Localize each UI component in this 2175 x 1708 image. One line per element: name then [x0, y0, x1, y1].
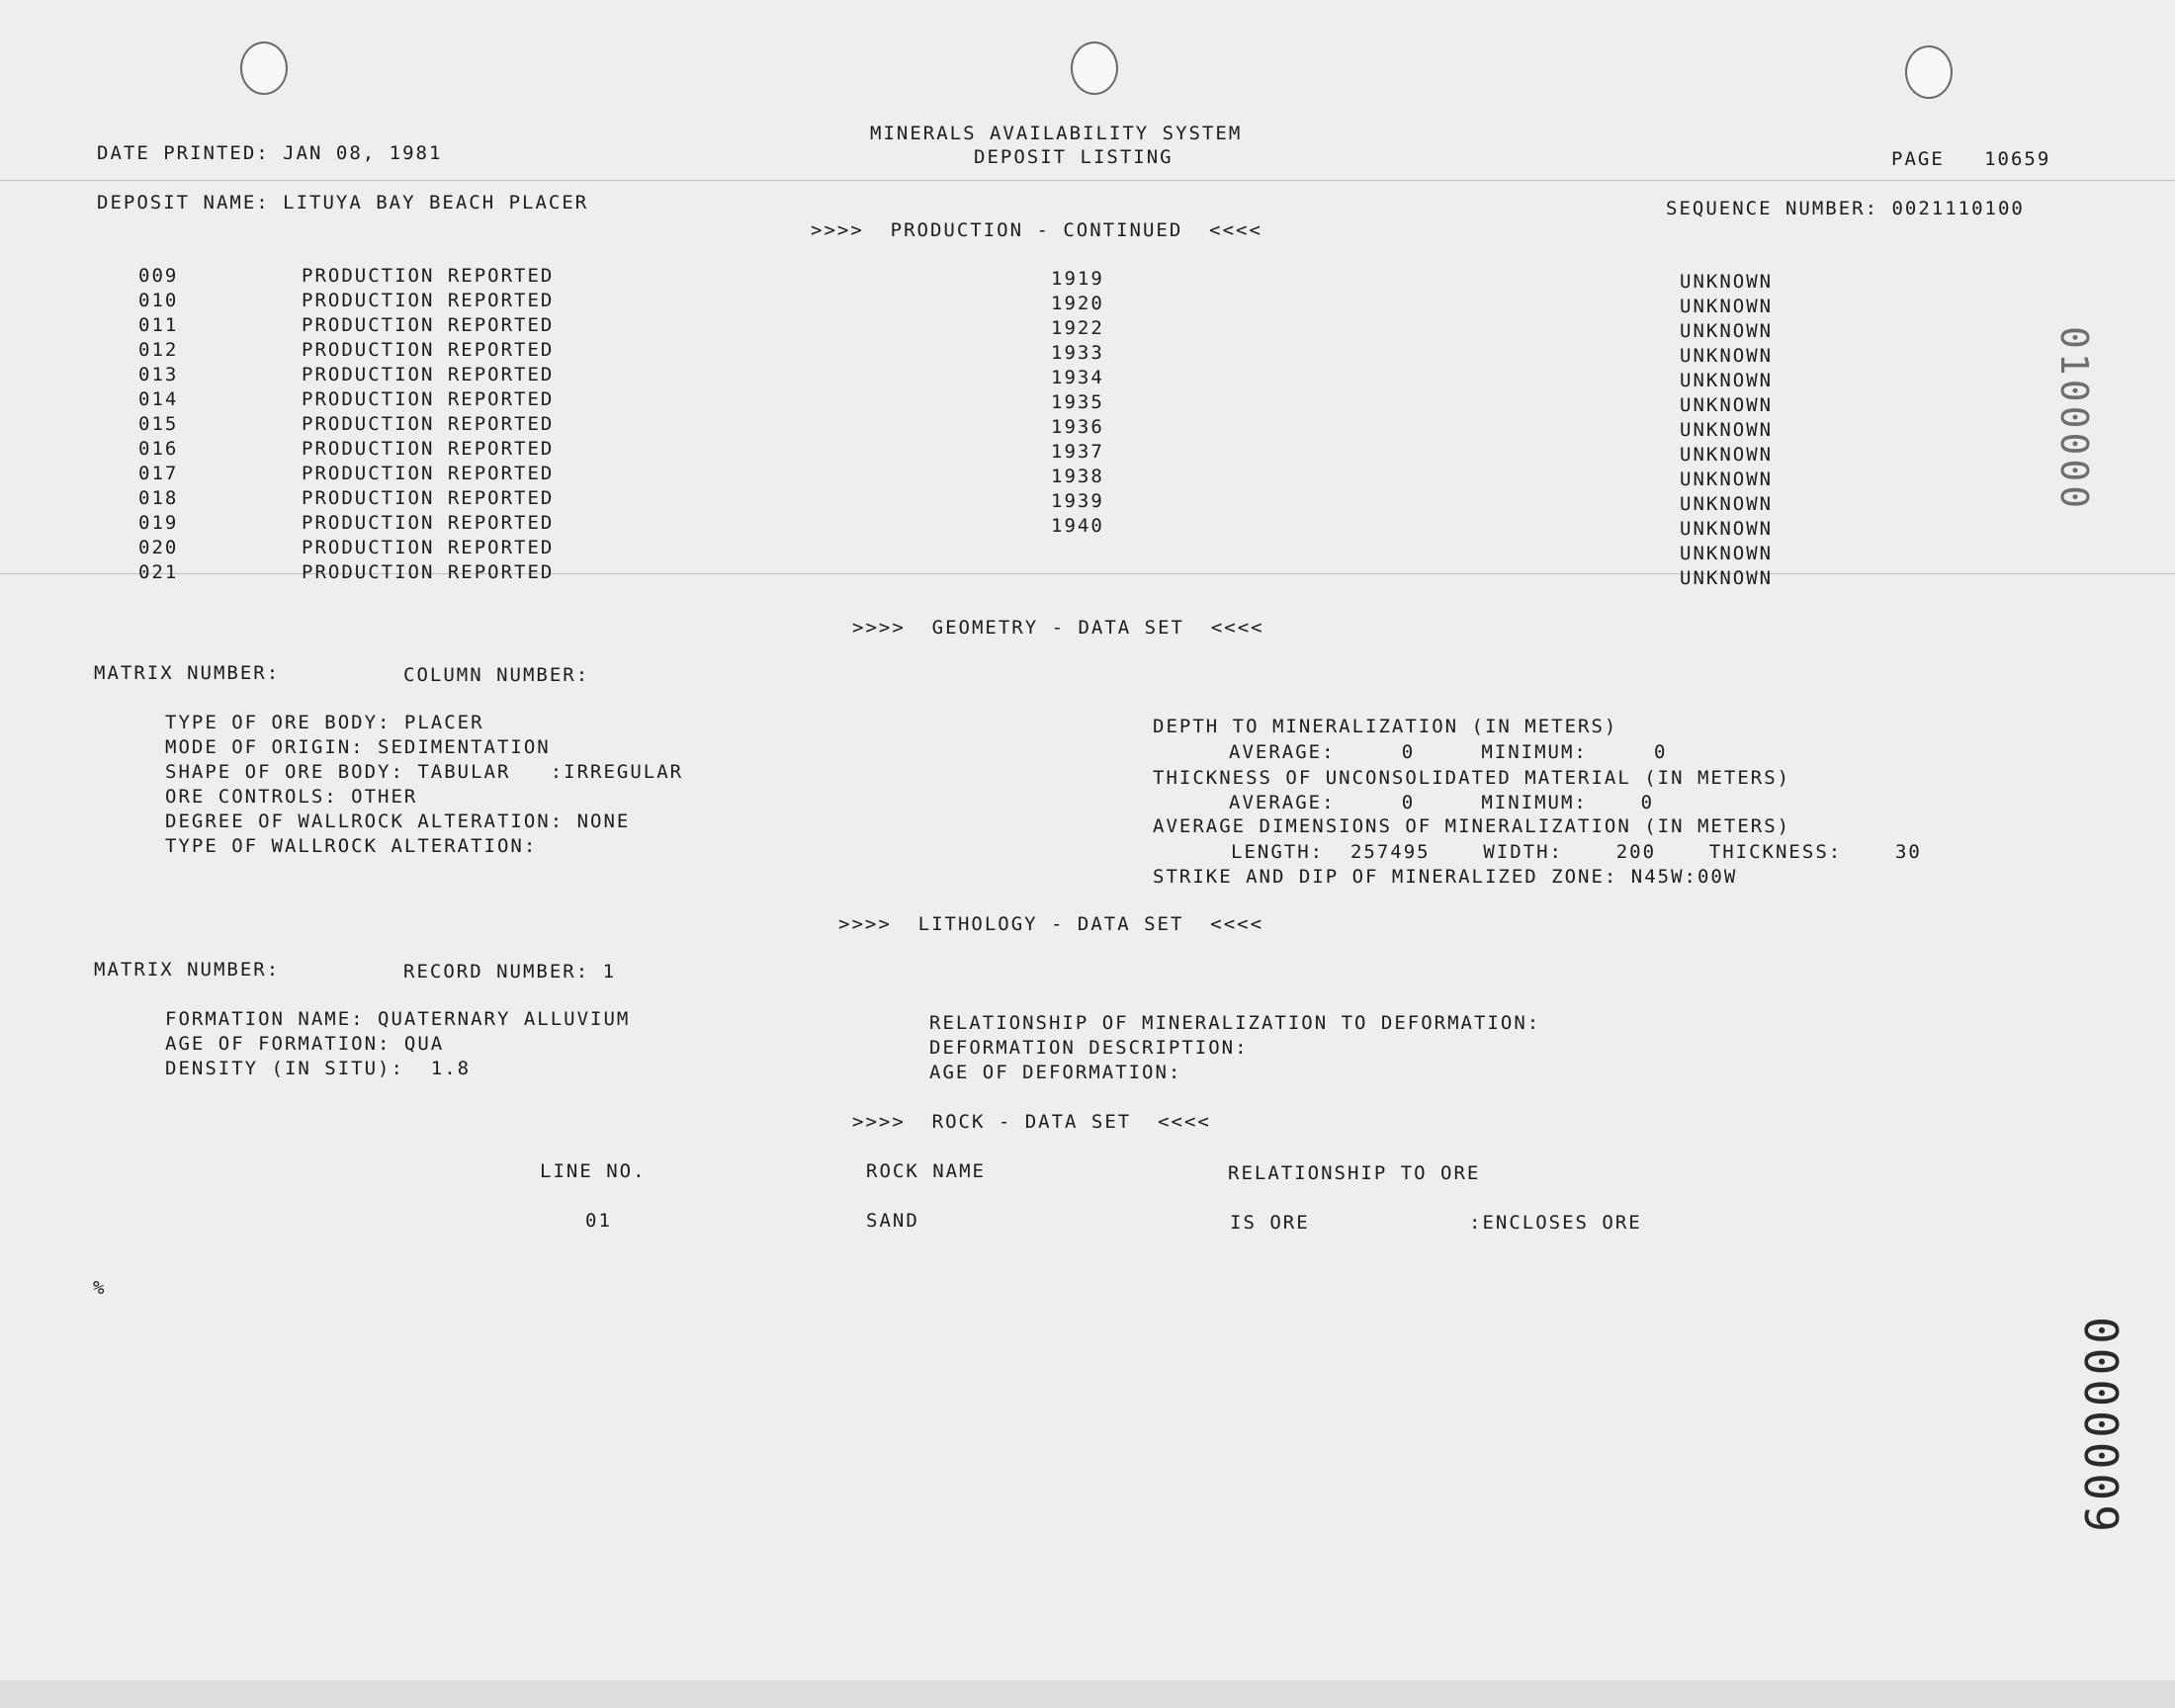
production-row-label: PRODUCTION REPORTED [302, 463, 555, 484]
production-row-status: UNKNOWN [1680, 271, 1774, 293]
geometry-column-number: COLUMN NUMBER: [403, 664, 590, 686]
production-row-label: PRODUCTION REPORTED [302, 265, 555, 287]
production-row-year: 1937 [1051, 441, 1104, 463]
thickness-values: AVERAGE: 0 MINIMUM: 0 [1229, 792, 1655, 813]
production-row-number: 010 [138, 290, 179, 311]
rock-col-relationship: RELATIONSHIP TO ORE [1228, 1162, 1481, 1184]
production-row-year: 1919 [1051, 268, 1104, 290]
punch-hole-center [1071, 42, 1118, 95]
rock-row-rock-name: SAND [866, 1210, 919, 1232]
depth-values: AVERAGE: 0 MINIMUM: 0 [1229, 741, 1668, 763]
lithology-field: FORMATION NAME: QUATERNARY ALLUVIUM [165, 1008, 631, 1030]
production-row-status: UNKNOWN [1680, 296, 1774, 317]
production-row-year: 1934 [1051, 367, 1104, 388]
sequence-number: SEQUENCE NUMBER: 0021110100 [1666, 198, 2025, 219]
production-row-year: 1938 [1051, 466, 1104, 487]
production-row-status: UNKNOWN [1680, 370, 1774, 391]
rock-row-line-no: 01 [585, 1210, 612, 1232]
production-row-number: 018 [138, 487, 179, 509]
geometry-field: TYPE OF WALLROCK ALTERATION: [165, 835, 538, 857]
geometry-heading: >>>> GEOMETRY - DATA SET <<<< [852, 617, 1264, 639]
production-row-label: PRODUCTION REPORTED [302, 388, 555, 410]
fold-line-top [0, 180, 2175, 181]
production-row-status: UNKNOWN [1680, 469, 1774, 490]
rock-col-line-no: LINE NO. [540, 1160, 647, 1182]
production-row-status: UNKNOWN [1680, 543, 1774, 564]
production-row-label: PRODUCTION REPORTED [302, 339, 555, 361]
rock-row-relationship: IS ORE [1230, 1212, 1310, 1234]
strike-dip: STRIKE AND DIP OF MINERALIZED ZONE: N45W:00W [1153, 866, 1738, 888]
rock-col-rock-name: ROCK NAME [866, 1160, 986, 1182]
production-row-number: 011 [138, 314, 179, 336]
geometry-matrix-number: MATRIX NUMBER: [94, 662, 281, 684]
production-row-year: 1920 [1051, 293, 1104, 314]
thickness-title: THICKNESS OF UNCONSOLIDATED MATERIAL (IN METERS) [1153, 767, 1791, 789]
production-row-label: PRODUCTION REPORTED [302, 537, 555, 558]
rock-heading: >>>> ROCK - DATA SET <<<< [852, 1111, 1211, 1133]
production-row-number: 020 [138, 537, 179, 558]
production-row-year: 1933 [1051, 342, 1104, 364]
production-row-year: 1936 [1051, 416, 1104, 438]
production-row-status: UNKNOWN [1680, 419, 1774, 441]
geometry-field: SHAPE OF ORE BODY: TABULAR :IRREGULAR [165, 761, 684, 783]
scan-bottom-margin [0, 1680, 2175, 1708]
production-row-number: 019 [138, 512, 179, 534]
lithology-record-number: RECORD NUMBER: 1 [403, 961, 617, 982]
production-row-status: UNKNOWN [1680, 320, 1774, 342]
production-row-status: UNKNOWN [1680, 345, 1774, 367]
production-row-label: PRODUCTION REPORTED [302, 512, 555, 534]
production-row-status: UNKNOWN [1680, 493, 1774, 515]
production-row-label: PRODUCTION REPORTED [302, 487, 555, 509]
production-row-number: 017 [138, 463, 179, 484]
rock-row-relationship-2: :ENCLOSES ORE [1469, 1212, 1642, 1234]
listing-title: DEPOSIT LISTING [974, 146, 1174, 168]
lithology-field: DENSITY (IN SITU): 1.8 [165, 1058, 472, 1079]
page-number: PAGE 10659 [1891, 148, 2051, 170]
production-row-number: 012 [138, 339, 179, 361]
production-row-status: UNKNOWN [1680, 567, 1774, 589]
dimensions-values: LENGTH: 257495 WIDTH: 200 THICKNESS: 30 [1231, 841, 1922, 863]
punch-hole-right [1905, 45, 1953, 99]
production-row-status: UNKNOWN [1680, 518, 1774, 540]
production-row-year: 1939 [1051, 490, 1104, 512]
deposit-name: DEPOSIT NAME: LITUYA BAY BEACH PLACER [97, 192, 589, 214]
geometry-field: DEGREE OF WALLROCK ALTERATION: NONE [165, 811, 631, 832]
lithology-deformation-field: RELATIONSHIP OF MINERALIZATION TO DEFORMATION: [929, 1012, 1541, 1034]
end-percent-mark: % [93, 1277, 107, 1299]
geometry-field: ORE CONTROLS: OTHER [165, 786, 418, 808]
punch-hole-left [240, 42, 288, 95]
production-row-label: PRODUCTION REPORTED [302, 314, 555, 336]
production-row-label: PRODUCTION REPORTED [302, 438, 555, 460]
system-title: MINERALS AVAILABILITY SYSTEM [870, 123, 1243, 144]
lithology-matrix-number: MATRIX NUMBER: [94, 959, 281, 981]
geometry-field: MODE OF ORIGIN: SEDIMENTATION [165, 736, 551, 758]
film-mark-upper: 0100000 [2052, 326, 2096, 513]
production-heading: >>>> PRODUCTION - CONTINUED <<<< [811, 219, 1262, 241]
production-row-number: 009 [138, 265, 179, 287]
lithology-deformation-field: AGE OF DEFORMATION: [929, 1062, 1182, 1083]
film-mark-lower: 6000000 [2076, 1313, 2130, 1532]
production-row-label: PRODUCTION REPORTED [302, 561, 555, 583]
production-row-number: 014 [138, 388, 179, 410]
date-printed: DATE PRINTED: JAN 08, 1981 [97, 142, 443, 164]
dimensions-title: AVERAGE DIMENSIONS OF MINERALIZATION (IN METERS) [1153, 815, 1791, 837]
production-row-number: 015 [138, 413, 179, 435]
production-row-status: UNKNOWN [1680, 444, 1774, 466]
production-row-number: 016 [138, 438, 179, 460]
production-row-year: 1922 [1051, 317, 1104, 339]
lithology-heading: >>>> LITHOLOGY - DATA SET <<<< [838, 913, 1264, 935]
depth-title: DEPTH TO MINERALIZATION (IN METERS) [1153, 716, 1618, 737]
production-row-year: 1935 [1051, 391, 1104, 413]
production-row-label: PRODUCTION REPORTED [302, 413, 555, 435]
lithology-deformation-field: DEFORMATION DESCRIPTION: [929, 1037, 1249, 1059]
geometry-field: TYPE OF ORE BODY: PLACER [165, 712, 484, 733]
lithology-field: AGE OF FORMATION: QUA [165, 1033, 445, 1055]
production-row-status: UNKNOWN [1680, 394, 1774, 416]
production-row-label: PRODUCTION REPORTED [302, 364, 555, 385]
production-row-year: 1940 [1051, 515, 1104, 537]
production-row-label: PRODUCTION REPORTED [302, 290, 555, 311]
production-row-number: 013 [138, 364, 179, 385]
production-row-number: 021 [138, 561, 179, 583]
